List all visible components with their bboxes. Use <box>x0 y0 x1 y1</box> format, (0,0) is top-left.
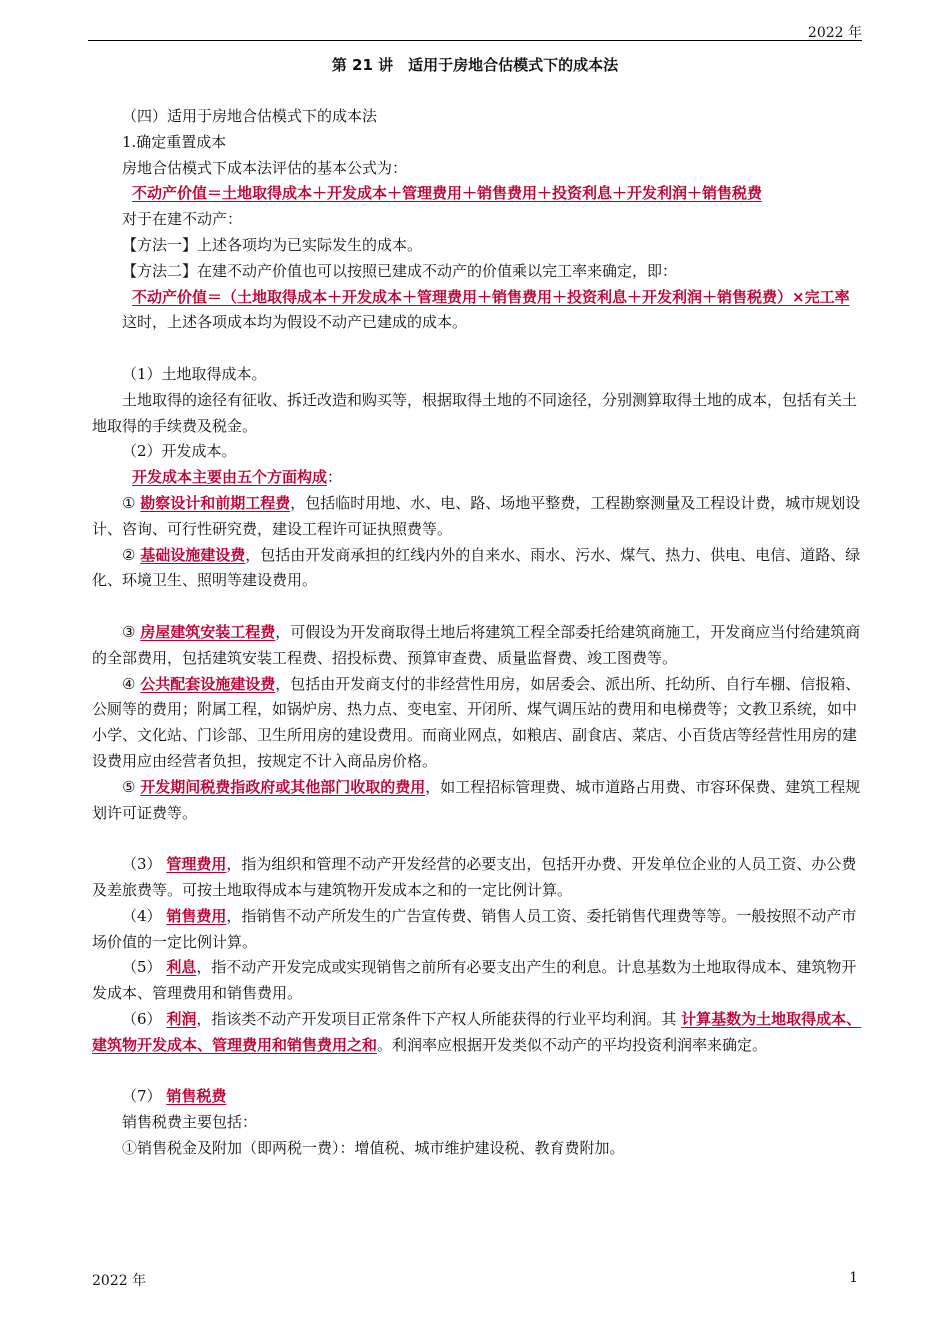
item-key-2: 计算基数为土地取得成本、建筑物开发成本、管理费用和销售费用之和 <box>92 1009 862 1054</box>
formula-1-text: 不动产价值＝土地取得成本＋开发成本＋管理费用＋销售费用＋投资利息＋开发利润＋销售税费 <box>132 184 763 203</box>
item-text-2: 。利润率应根据开发类似不动产的平均投资利润率来确定。 <box>377 1035 768 1054</box>
footer-year: 2022 年 <box>92 1273 147 1289</box>
item-5 <box>92 775 862 827</box>
section-heading: （四）适用于房地合估模式下的成本法 <box>122 107 378 125</box>
item-4 <box>92 672 862 775</box>
item-text: ，指销售不动产所发生的广告宣传费、销售人员工资、委托销售代理费等等。一般按照不动产市场价值的一定比例计算。 <box>92 906 857 951</box>
cost-7-lead: 销售税费主要包括： <box>122 1113 258 1132</box>
method-2: 【方法二】在建不动产价值也可以按照已建成不动产的价值乘以完工率来确定，即： <box>122 261 678 280</box>
item-number: ③ <box>122 622 136 641</box>
item-2 <box>92 543 862 595</box>
item-3 <box>92 620 862 672</box>
document-body <box>92 104 862 1162</box>
item-key: 管理费用 <box>166 855 227 874</box>
paragraph: 对于在建不动产： <box>122 210 243 229</box>
item-text: ，指该类不动产开发项目正常条件下产权人所能获得的行业平均利润。其 <box>196 1009 677 1028</box>
item-number: （3） <box>122 855 162 874</box>
item-key: 勘察设计和前期工程费 <box>140 493 291 512</box>
method-1: 【方法一】上述各项均为已实际发生的成本。 <box>122 235 423 254</box>
page-title: 第 21 讲 适用于房地合估模式下的成本法 <box>331 56 619 74</box>
cost-2-lead-text: 开发成本主要由五个方面构成 <box>132 468 328 487</box>
cost-2-title: （2）开发成本。 <box>122 442 237 461</box>
item-key: 房屋建筑安装工程费 <box>140 622 276 641</box>
formula-2 <box>92 285 862 311</box>
header-year: 2022 年 <box>807 25 862 41</box>
item-number: （6） <box>122 1009 162 1028</box>
spacer <box>92 336 862 362</box>
item-key: 利息 <box>166 958 197 977</box>
cost-7-title <box>92 1084 862 1110</box>
item-number: ⑤ <box>122 777 136 796</box>
cost-7-item-1: ①销售税金及附加（即两税一费）：增值税、城市维护建设税、教育费附加。 <box>122 1138 625 1157</box>
cost-3 <box>92 852 862 904</box>
item-number: （4） <box>122 906 162 925</box>
cost-1-text: 土地取得的途径有征收、拆迁改造和购买等，根据取得土地的不同途径，分别测算取得土地的成本，包括有关土地取得的手续费及税金。 <box>92 390 858 435</box>
paragraph: 房地合估模式下成本法评估的基本公式为： <box>122 158 408 177</box>
item-key: 基础设施建设费 <box>140 545 246 564</box>
subsection-heading: 1.确定重置成本 <box>122 132 227 151</box>
item-text: ，包括临时用地、水、电、路、场地平整费，工程勘察测量及工程设计费，城市规划设计、咨询、可行性研究费，建设工程许可证执照费等。 <box>92 493 861 538</box>
item-number: （5） <box>122 958 162 977</box>
cost-1-title: （1）土地取得成本。 <box>122 364 267 383</box>
cost-4 <box>92 904 862 956</box>
spacer <box>92 1058 862 1084</box>
item-key: 销售费用 <box>166 906 227 925</box>
item-text: ，如工程招标管理费、城市道路占用费、市容环保费、建筑工程规划许可证费等。 <box>92 777 861 822</box>
page-number: 1 <box>849 1270 858 1286</box>
item-number: ① <box>122 493 136 512</box>
header-rule <box>88 40 862 41</box>
formula-1 <box>92 181 862 207</box>
item-text: ，指不动产开发完成或实现销售之前所有必要支出产生的利息。计息基数为土地取得成本、建筑物开发成本、管理费用和销售费用。 <box>92 958 857 1003</box>
item-1 <box>92 491 862 543</box>
item-text: ，可假设为开发商取得土地后将建筑工程全部委托给建筑商施工，开发商应当付给建筑商的全部费用，包括建筑安装工程费、招投标费、预算审查费、质量监督费、竣工图费等。 <box>92 622 861 667</box>
cost-6 <box>92 1007 862 1059</box>
spacer <box>92 826 862 852</box>
cost-2-lead <box>92 465 862 491</box>
item-key: 公共配套设施建设费 <box>140 674 276 693</box>
cost-5 <box>92 955 862 1007</box>
paragraph: 这时，上述各项成本均为假设不动产已建成的成本。 <box>122 313 468 332</box>
spacer <box>92 594 862 620</box>
item-text: ，包括由开发商支付的非经营性用房，如居委会、派出所、托幼所、自行车棚、信报箱、公厕等的费用；附属工程，如锅炉房、热力点、变电室、开闭所、煤气调压站的费用和电梯费等；文教卫系统，如中小学、文化站、门诊部、卫生所用房的建设费用。而商业网点，如粮店、副食店、菜店、小百货店等经营性用房的建设费用应由经营者负担，按规定不计入商品房价格。 <box>92 674 861 770</box>
item-text: ，指为组织和管理不动产开发经营的必要支出，包括开办费、开发单位企业的人员工资、办公费及差旅费等。可按土地取得成本与建筑物开发成本之和的一定比例计算。 <box>92 855 857 899</box>
item-number: ④ <box>122 674 136 693</box>
item-key: 开发期间税费指政府或其他部门收取的费用 <box>140 777 426 796</box>
item-text: ，包括由开发商承担的红线内外的自来水、雨水、污水、煤气、热力、供电、电信、道路、绿化、环境卫生、照明等建设费用。 <box>92 545 861 590</box>
formula-2-text: 不动产价值＝（土地取得成本＋开发成本＋管理费用＋销售费用＋投资利息＋开发利润＋销售税费）×完工率 <box>132 287 850 306</box>
colon: ： <box>327 468 343 487</box>
item-key: 销售税费 <box>166 1087 227 1106</box>
item-number: ② <box>122 545 136 564</box>
item-number: （7） <box>122 1087 162 1106</box>
item-key: 利润 <box>166 1009 197 1028</box>
